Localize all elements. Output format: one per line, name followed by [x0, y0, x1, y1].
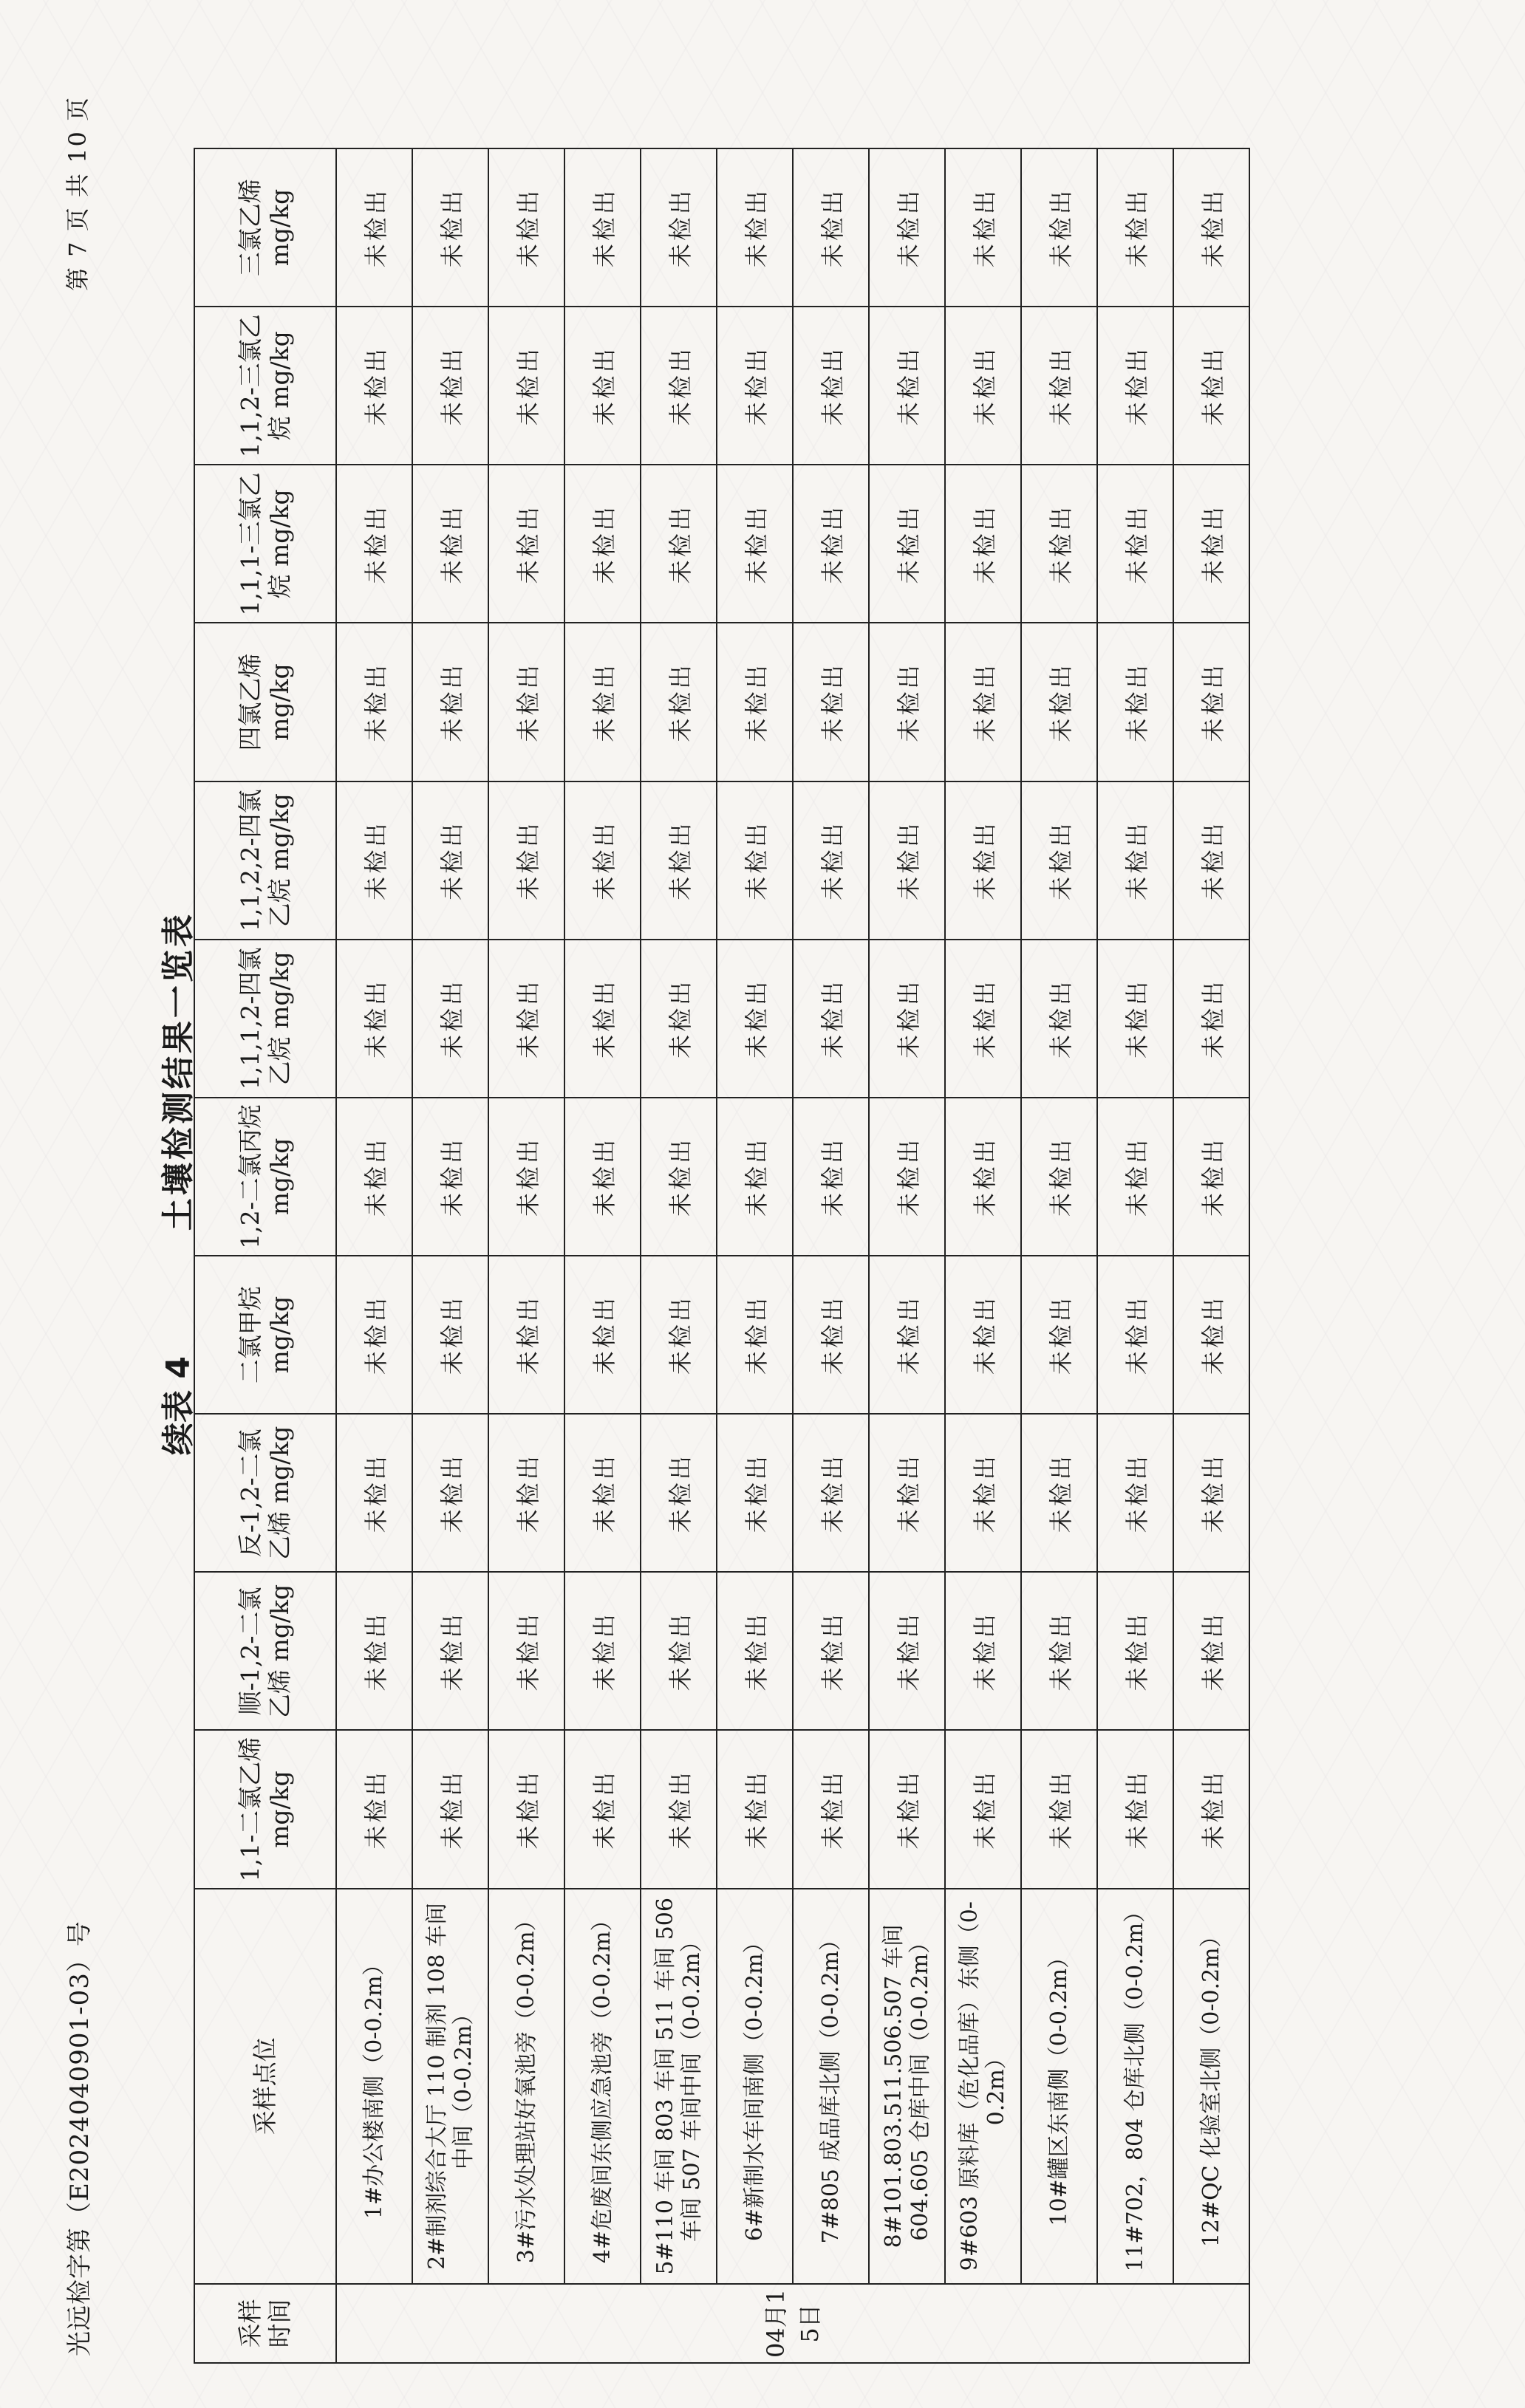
result-cell: 未检出 [564, 307, 641, 465]
result-cell: 未检出 [717, 781, 793, 940]
result-cell: 未检出 [793, 781, 869, 940]
result-cell: 未检出 [641, 148, 717, 307]
result-cell: 未检出 [1021, 781, 1097, 940]
result-cell: 未检出 [1097, 1098, 1173, 1256]
sampling-location: 8#101.803.511.506.507 车间 604.605 仓库中间（0-0.2m） [869, 1889, 945, 2284]
result-cell: 未检出 [488, 1414, 564, 1572]
header-col: 1,1,2,2-四氯乙烷 mg/kg [194, 781, 336, 940]
result-cell: 未检出 [1173, 1256, 1249, 1414]
result-cell: 未检出 [488, 940, 564, 1098]
header-col: 1,1,1-三氯乙烷 mg/kg [194, 465, 336, 623]
result-cell: 未检出 [1097, 623, 1173, 781]
result-cell: 未检出 [869, 1730, 945, 1888]
result-cell: 未检出 [1097, 465, 1173, 623]
result-cell: 未检出 [1173, 1414, 1249, 1572]
table-row [641, 148, 717, 2363]
result-cell: 未检出 [564, 148, 641, 307]
result-cell: 未检出 [945, 148, 1021, 307]
result-cell: 未检出 [1021, 465, 1097, 623]
sampling-location: 5#110 车间 803 车间 511 车间 506 车间 507 车间中间（0-0.2m） [641, 1889, 717, 2284]
result-cell: 未检出 [412, 148, 488, 307]
result-cell: 未检出 [1097, 1572, 1173, 1730]
sampling-location: 10#罐区东南侧（0-0.2m） [1021, 1889, 1097, 2284]
result-cell: 未检出 [717, 1098, 793, 1256]
result-cell: 未检出 [793, 1572, 869, 1730]
header-col: 二氯甲烷 mg/kg [194, 1256, 336, 1414]
result-cell: 未检出 [793, 1098, 869, 1256]
result-cell: 未检出 [412, 623, 488, 781]
result-cell: 未检出 [793, 307, 869, 465]
result-cell: 未检出 [641, 623, 717, 781]
sampling-location: 2#制剂综合大厅 110 制剂 108 车间中间（0-0.2m） [412, 1889, 488, 2284]
result-cell: 未检出 [641, 1098, 717, 1256]
header-col: 1,1-二氯乙烯 mg/kg [194, 1730, 336, 1888]
result-cell: 未检出 [336, 465, 412, 623]
result-cell: 未检出 [945, 1730, 1021, 1888]
result-cell: 未检出 [869, 1098, 945, 1256]
header-col: 顺-1,2-二氯乙烯 mg/kg [194, 1572, 336, 1730]
result-cell: 未检出 [1173, 1572, 1249, 1730]
result-cell: 未检出 [945, 465, 1021, 623]
result-cell: 未检出 [793, 1730, 869, 1888]
result-cell: 未检出 [641, 1256, 717, 1414]
result-cell: 未检出 [336, 148, 412, 307]
table-row [717, 148, 793, 2363]
result-cell: 未检出 [1173, 781, 1249, 940]
table-caption: 续表 4 [160, 1356, 197, 1455]
result-cell: 未检出 [336, 940, 412, 1098]
result-cell: 未检出 [412, 1730, 488, 1888]
result-cell: 未检出 [945, 1572, 1021, 1730]
result-cell: 未检出 [336, 1098, 412, 1256]
result-cell: 未检出 [1021, 307, 1097, 465]
table-row [564, 148, 641, 2363]
header-time: 采样时间 [194, 2284, 336, 2363]
header-col: 1,1,1,2-四氯乙烷 mg/kg [194, 940, 336, 1098]
result-cell: 未检出 [717, 1730, 793, 1888]
result-cell: 未检出 [717, 1256, 793, 1414]
result-cell: 未检出 [488, 781, 564, 940]
table-body [336, 148, 1249, 2363]
result-cell: 未检出 [412, 1098, 488, 1256]
sampling-location: 4#危废间东侧应急池旁（0-0.2m） [564, 1889, 641, 2284]
result-cell: 未检出 [1021, 1256, 1097, 1414]
result-cell: 未检出 [488, 465, 564, 623]
result-cell: 未检出 [412, 465, 488, 623]
result-cell: 未检出 [945, 1098, 1021, 1256]
result-cell: 未检出 [869, 1572, 945, 1730]
sampling-location: 1#办公楼南侧（0-0.2m） [336, 1889, 412, 2284]
result-cell: 未检出 [945, 623, 1021, 781]
result-cell: 未检出 [1173, 148, 1249, 307]
result-cell: 未检出 [1021, 1572, 1097, 1730]
result-cell: 未检出 [412, 940, 488, 1098]
result-cell: 未检出 [1173, 1730, 1249, 1888]
result-cell: 未检出 [488, 307, 564, 465]
result-cell: 未检出 [1173, 623, 1249, 781]
result-cell: 未检出 [336, 307, 412, 465]
result-cell: 未检出 [336, 1730, 412, 1888]
result-cell: 未检出 [488, 1256, 564, 1414]
result-cell: 未检出 [793, 940, 869, 1098]
sampling-location: 12#QC 化验室北侧（0-0.2m） [1173, 1889, 1249, 2284]
sampling-location: 7#805 成品库北侧（0-0.2m） [793, 1889, 869, 2284]
table-row [1021, 148, 1097, 2363]
result-cell: 未检出 [1173, 465, 1249, 623]
result-cell: 未检出 [793, 1256, 869, 1414]
result-cell: 未检出 [488, 623, 564, 781]
result-cell: 未检出 [488, 148, 564, 307]
result-cell: 未检出 [1097, 1730, 1173, 1888]
result-cell: 未检出 [793, 623, 869, 781]
result-cell: 未检出 [1021, 623, 1097, 781]
header-col: 三氯乙烯 mg/kg [194, 148, 336, 307]
result-cell: 未检出 [793, 148, 869, 307]
result-cell: 未检出 [564, 1730, 641, 1888]
result-cell: 未检出 [1097, 1256, 1173, 1414]
result-cell: 未检出 [1097, 1414, 1173, 1572]
result-cell: 未检出 [1097, 307, 1173, 465]
result-cell: 未检出 [641, 307, 717, 465]
result-cell: 未检出 [412, 1414, 488, 1572]
result-cell: 未检出 [1173, 307, 1249, 465]
report-number: 光远检字第（E2024040901-03）号 [65, 1920, 95, 2356]
table-row [945, 148, 1021, 2363]
result-cell: 未检出 [564, 1256, 641, 1414]
result-cell: 未检出 [717, 1414, 793, 1572]
result-cell: 未检出 [945, 307, 1021, 465]
result-cell: 未检出 [869, 623, 945, 781]
result-cell: 未检出 [869, 781, 945, 940]
header-col: 1,1,2-三氯乙烷 mg/kg [194, 307, 336, 465]
result-cell: 未检出 [641, 1730, 717, 1888]
table-row [336, 148, 412, 2363]
sampling-location: 11#702，804 仓库北侧（0-0.2m） [1097, 1889, 1173, 2284]
result-cell: 未检出 [717, 623, 793, 781]
table-row [1173, 148, 1249, 2363]
result-cell: 未检出 [564, 623, 641, 781]
result-cell: 未检出 [717, 465, 793, 623]
result-cell: 未检出 [641, 1414, 717, 1572]
result-cell: 未检出 [945, 781, 1021, 940]
result-cell: 未检出 [869, 148, 945, 307]
result-cell: 未检出 [412, 1572, 488, 1730]
result-cell: 未检出 [717, 1572, 793, 1730]
result-cell: 未检出 [1021, 940, 1097, 1098]
result-cell: 未检出 [336, 1256, 412, 1414]
result-cell: 未检出 [336, 623, 412, 781]
result-cell: 未检出 [564, 1572, 641, 1730]
sampling-date: 04月15日 [336, 2284, 1249, 2363]
sampling-location: 6#新制水车间南侧（0-0.2m） [717, 1889, 793, 2284]
header-col: 1,2-二氯丙烷 mg/kg [194, 1098, 336, 1256]
result-cell: 未检出 [488, 1572, 564, 1730]
result-cell: 未检出 [1021, 1414, 1097, 1572]
result-cell: 未检出 [1021, 148, 1097, 307]
result-cell: 未检出 [336, 1572, 412, 1730]
result-cell: 未检出 [1173, 940, 1249, 1098]
result-cell: 未检出 [717, 148, 793, 307]
header-row [194, 148, 336, 2363]
result-cell: 未检出 [564, 465, 641, 623]
result-cell: 未检出 [869, 940, 945, 1098]
table-row [1097, 148, 1173, 2363]
table-row [869, 148, 945, 2363]
result-cell: 未检出 [641, 1572, 717, 1730]
result-cell: 未检出 [564, 1098, 641, 1256]
table-row [793, 148, 869, 2363]
sampling-location: 3#污水处理站好氧池旁（0-0.2m） [488, 1889, 564, 2284]
table-name: 土壤检测结果一览表 [160, 911, 197, 1231]
header-location: 采样点位 [194, 1889, 336, 2284]
header-col: 四氯乙烯 mg/kg [194, 623, 336, 781]
table-title [151, 0, 199, 2408]
result-cell: 未检出 [793, 1414, 869, 1572]
result-cell: 未检出 [1097, 781, 1173, 940]
result-cell: 未检出 [945, 940, 1021, 1098]
sampling-location: 9#603 原料库（危化品库）东侧（0-0.2m） [945, 1889, 1021, 2284]
result-cell: 未检出 [641, 465, 717, 623]
result-cell: 未检出 [641, 781, 717, 940]
result-cell: 未检出 [869, 307, 945, 465]
result-cell: 未检出 [793, 465, 869, 623]
result-cell: 未检出 [717, 940, 793, 1098]
header-col: 反-1,2-二氯乙烯 mg/kg [194, 1414, 336, 1572]
result-cell: 未检出 [869, 465, 945, 623]
result-cell: 未检出 [945, 1256, 1021, 1414]
result-cell: 未检出 [1097, 148, 1173, 307]
result-cell: 未检出 [564, 940, 641, 1098]
result-cell: 未检出 [1097, 940, 1173, 1098]
results-table [194, 148, 1250, 2364]
result-cell: 未检出 [1173, 1098, 1249, 1256]
result-cell: 未检出 [945, 1414, 1021, 1572]
result-cell: 未检出 [1021, 1098, 1097, 1256]
result-cell: 未检出 [412, 781, 488, 940]
result-cell: 未检出 [717, 307, 793, 465]
table-row [488, 148, 564, 2363]
result-cell: 未检出 [641, 940, 717, 1098]
result-cell: 未检出 [488, 1730, 564, 1888]
result-cell: 未检出 [564, 1414, 641, 1572]
result-cell: 未检出 [336, 781, 412, 940]
table-row [412, 148, 488, 2363]
result-cell: 未检出 [412, 307, 488, 465]
result-cell: 未检出 [869, 1256, 945, 1414]
result-cell: 未检出 [412, 1256, 488, 1414]
result-cell: 未检出 [1021, 1730, 1097, 1888]
result-cell: 未检出 [336, 1414, 412, 1572]
page-info: 第 7 页 共 10 页 [64, 96, 92, 291]
result-cell: 未检出 [488, 1098, 564, 1256]
result-cell: 未检出 [564, 781, 641, 940]
result-cell: 未检出 [869, 1414, 945, 1572]
